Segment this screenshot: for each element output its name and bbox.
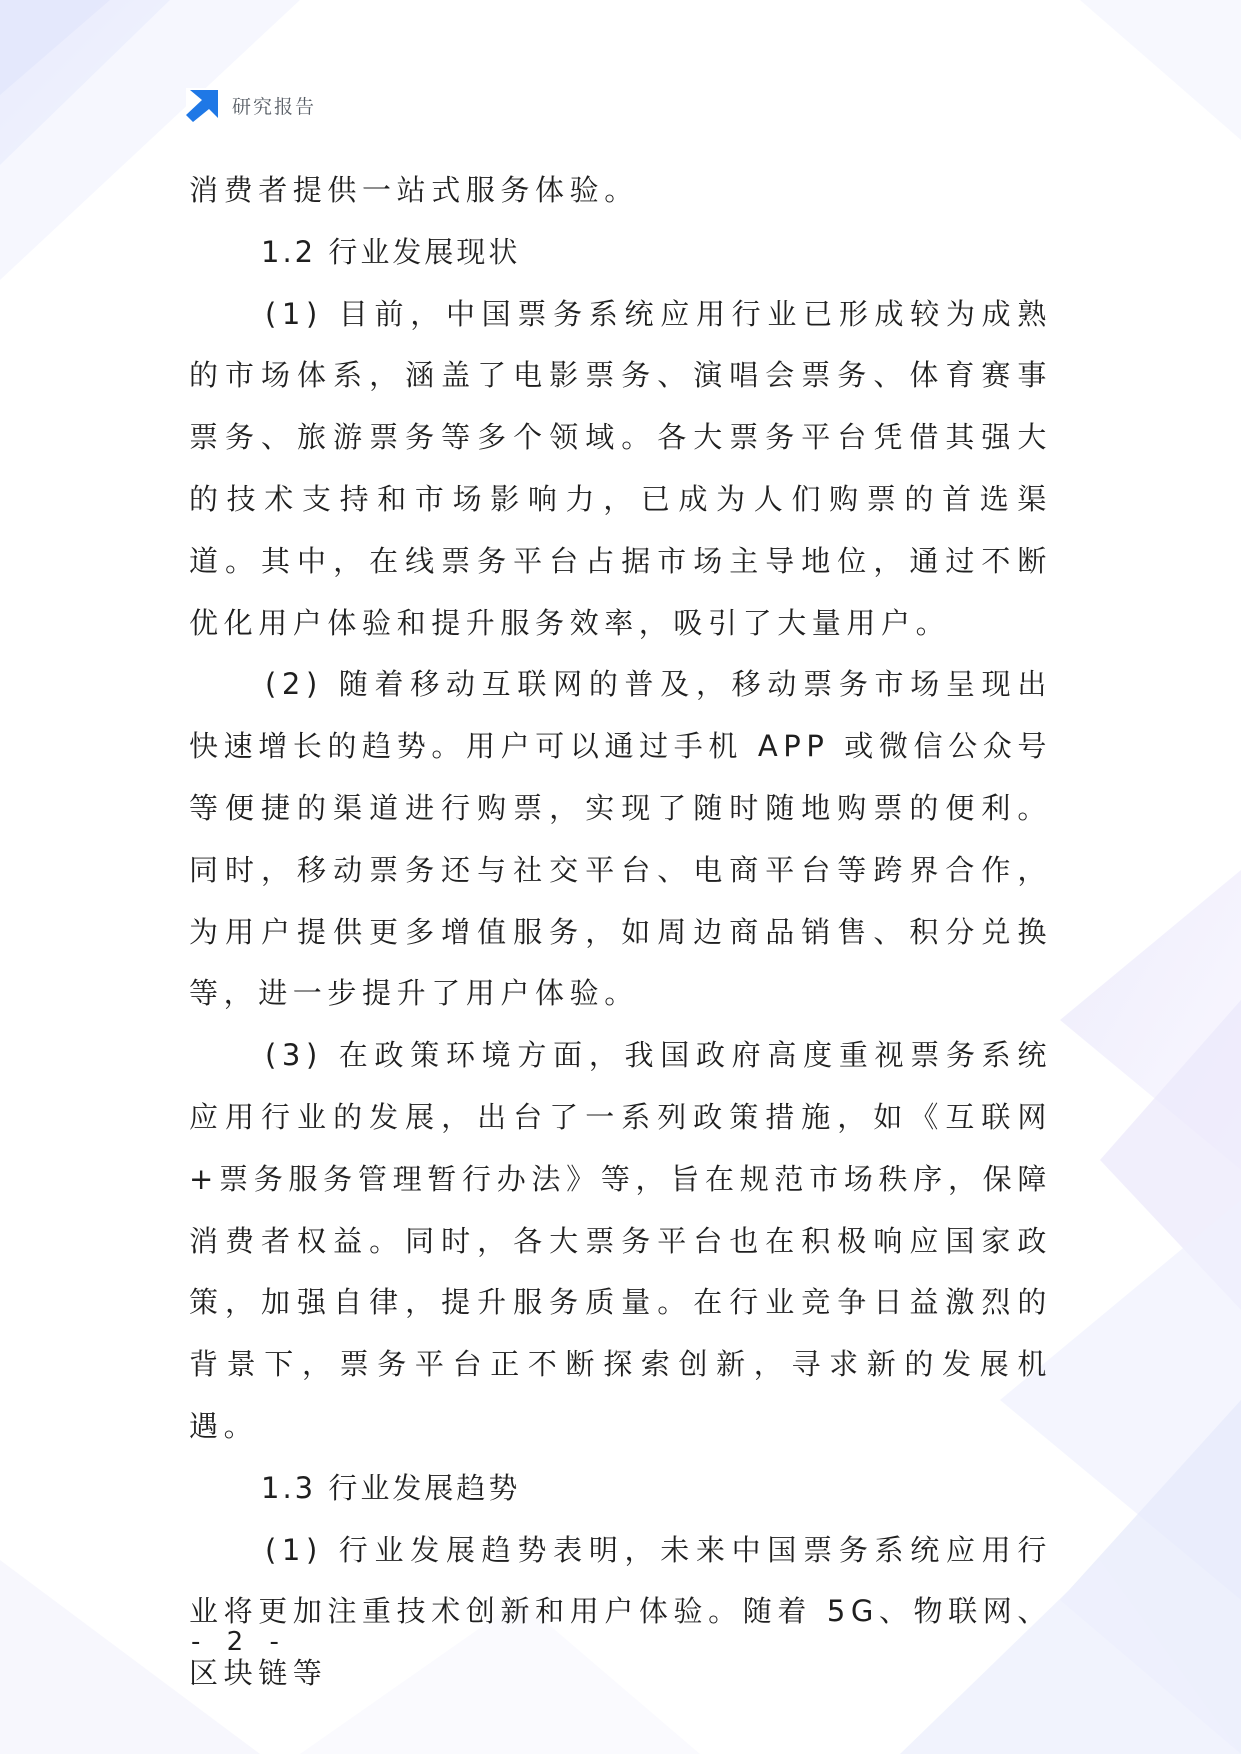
header-label: 研究报告 [232,95,317,118]
arrow-up-right-icon [186,88,220,122]
paragraph-4: (1) 行业发展趋势表明，未来中国票务系统应用行业将更加注重技术创新和用户体验。随着 5G、物联网、区块链等 [189,1532,1052,1691]
paragraph-3: (3) 在政策环境方面，我国政府高度重视票务系统应用行业的发展，出台了一系列政策措施，如《互联网+票务服务管理暂行办法》等，旨在规范市场秩序，保障消费者权益。同时，各大票务平台也在积极响应国家政策，加强自律，提升服务质量。在行业竞争日益激烈的背景下，票务平台正不断探索创新，寻求新的发展机遇。 [189,1038,1052,1443]
paragraph-continued: 消费者提供一站式服务体验。 [189,173,639,207]
report-header [186,88,316,122]
section-heading-1-2: 1.2 行业发展现状 [261,234,521,269]
document-body [189,160,1052,1705]
page-number: - 2 - [191,1627,288,1657]
paragraph-1: (1) 目前，中国票务系统应用行业已形成较为成熟的市场体系，涵盖了电影票务、演唱会票务、体育赛事票务、旅游票务等多个领域。各大票务平台凭借其强大的技术支持和市场影响力，已成为人们购票的首选渠道。其中，在线票务平台占据市场主导地位，通过不断优化用户体验和提升服务效率，吸引了大量用户。 [189,296,1052,640]
paragraph-2: (2) 随着移动互联网的普及，移动票务市场呈现出快速增长的趋势。用户可以通过手机 APP 或微信公众号等便捷的渠道进行购票，实现了随时随地购票的便利。同时，移动票务还与社交平台、电商平台等跨界合作，为用户提供更多增值服务，如周边商品销售、积分兑换等，进一步提升了用户体验。 [189,667,1052,1011]
section-heading-1-3: 1.3 行业发展趋势 [261,1470,521,1505]
